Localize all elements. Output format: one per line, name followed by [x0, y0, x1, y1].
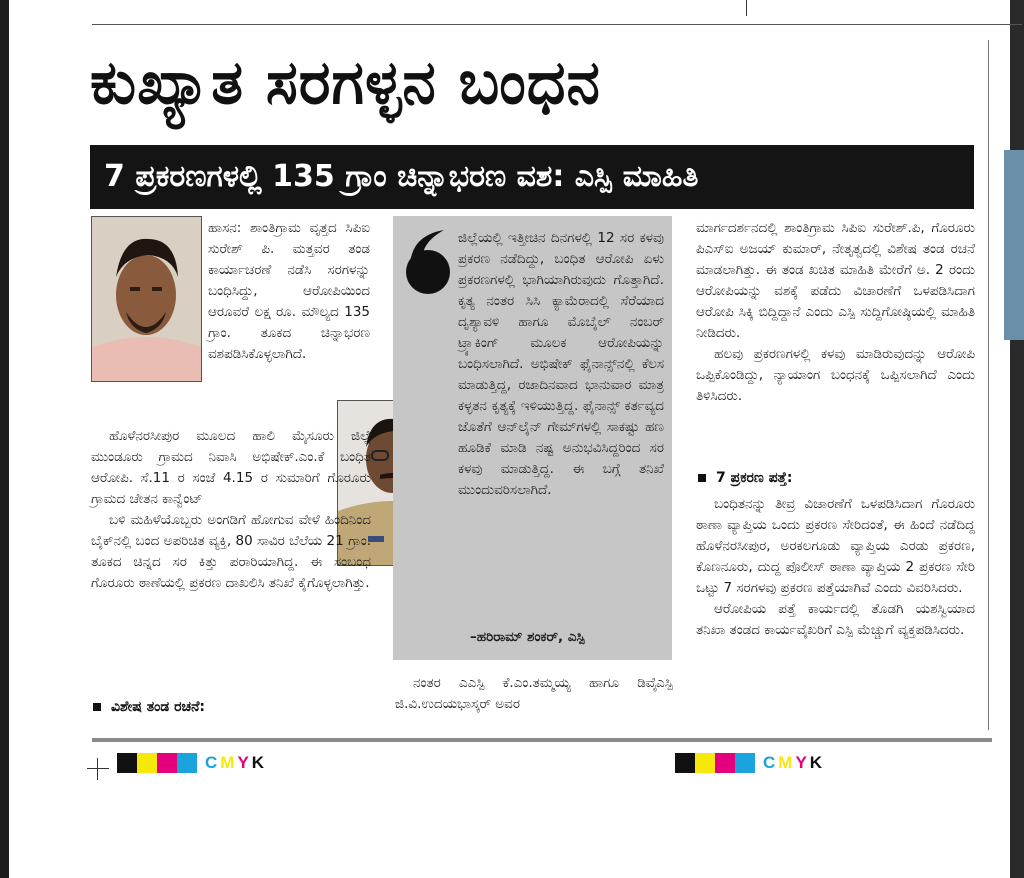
swatch-cyan: [177, 753, 197, 773]
swatch-black: [675, 753, 695, 773]
bullet-icon: [93, 703, 101, 711]
column1-intro-text: ಹಾಸನ: ಶಾಂತಿಗ್ರಾಮ ವೃತ್ತದ ಸಿಪಿಐ ಸುರೇಶ್ ಪಿ. ಮತ್ತವರ ತಂಡ ಕಾರ್ಯಾಚರಣೆ ನಡೆಸಿ ಸರಗಳನ್ನು ಬಂಧಿಸಿದ್ದು, ಆರೋಪಿಯಿಂದ ಆರೂವರೆ ಲಕ್ಷ ರೂ. ಮೌಲ್ಯದ 135 ಗ್ರಾಂ. ತೂಕದ ಚಿನ್ನಾಭರಣ ವಶಪಡಿಸಿಕೊಳ್ಳಲಾಗಿದೆ.: [208, 220, 370, 362]
column1-intro: [208, 218, 370, 404]
column3-subhead: [698, 468, 792, 488]
column-divider: [988, 40, 989, 730]
top-rule: [92, 24, 1022, 25]
column3-subhead-text: 7 ಪ್ರಕರಣ ಪತ್ತೆ:: [716, 470, 793, 486]
column3-para1: ಮಾರ್ಗದರ್ಶನದಲ್ಲಿ ಶಾಂತಿಗ್ರಾಮ ಸಿಪಿಐ ಸುರೇಶ್.ಪಿ, ಗೊರೂರು ಪಿಎಸ್‌ಐ ಅಜಯ್ ಕುಮಾರ್, ನೇತೃತ್ವದಲ್ಲಿ ವಿಶೇಷ ತಂಡ ರಚನೆ ಮಾಡಲಾಗಿತ್ತು. ಈ ತಂಡ ಖಚಿತ ಮಾಹಿತಿ ಮೇರೆಗೆ ಅ. 2 ರಂದು ಆರೋಪಿಯನ್ನು ವಶಕ್ಕೆ ಪಡೆದು ವಿಚಾರಣೆಗೆ ಒಳಪಡಿಸಿದಾಗ ಆರೋಪಿ ಸಿಕ್ಕಿ ಬಿದ್ದಿದ್ದಾನೆ ಎಂದು ಎಸ್ಪಿ ಸುದ್ದಿಗೋಷ್ಠಿಯಲ್ಲಿ ಮಾಹಿತಿ ನೀಡಿದರು.: [696, 220, 975, 341]
quote-mark-icon: [400, 226, 452, 298]
adjacent-article-photo: [1004, 150, 1024, 340]
swatch-cyan: [735, 753, 755, 773]
column1-para2: ಹೊಳೆನರಸೀಪುರ ಮೂಲದ ಹಾಲಿ ಮೈಸೂರು ಜಿಲ್ಲೆ ಮುಂಡೂರು ಗ್ರಾಮದ ನಿವಾಸಿ ಅಭಿಷೇಕ್.ಎಂ.ಕೆ ಬಂಧಿತ ಆರೋಪಿ. ಸೆ.11 ರ ಸಂಜೆ 4.15 ರ ಸುಮಾರಿಗೆ ಗೊರೂರು ಗ್ರಾಮದ ಚೇತನ ಕಾನ್ವೆಂಟ್: [91, 428, 371, 507]
subheadline: 7 ಪ್ರಕರಣಗಳಲ್ಲಿ 135 ಗ್ರಾಂ ಚಿನ್ನಾಭರಣ ವಶ: ಎಸ್ಪಿ ಮಾಹಿತಿ: [104, 159, 699, 194]
swatch-yellow: [137, 753, 157, 773]
column3-para3: ಬಂಧಿತನನ್ನು ತೀವ್ರ ವಿಚಾರಣೆಗೆ ಒಳಪಡಿಸಿದಾಗ ಗೊರೂರು ಠಾಣಾ ವ್ಯಾಪ್ತಿಯ ಒಂದು ಪ್ರಕರಣ ಸೇರಿದಂತೆ, ಈ ಹಿಂದೆ ನಡೆದಿದ್ದ ಹೊಳೆನರಸೀಪುರ, ಅರಕಲಗೂಡು ವ್ಯಾಪ್ತಿಯ ಎರಡು ಪ್ರಕರಣ, ಕೊಣನೂರು, ದುದ್ದ ಪೊಲೀಸ್ ಠಾಣಾ ವ್ಯಾಪ್ತಿಯ 2 ಪ್ರಕರಣ ಸೇರಿ ಒಟ್ಟು 7 ಸರಗಳವು ಪ್ರಕರಣ ಪತ್ತೆಯಾಗಿವೆ ಎಂದು ವಿವರಿಸಿದರು.: [696, 496, 975, 596]
column3-upper: [696, 218, 975, 466]
quote-text: ಜಿಲ್ಲೆಯಲ್ಲಿ ಇತ್ತೀಚಿನ ದಿನಗಳಲ್ಲಿ 12 ಸರ ಕಳವು ಪ್ರಕರಣ ನಡೆದಿದ್ದು, ಬಂಧಿತ ಆರೋಪಿ ಏಳು ಪ್ರಕರಣಗಳಲ್ಲಿ ಭಾಗಿಯಾಗಿರುವುದು ಗೊತ್ತಾಗಿದೆ. ಕೃತ್ಯ ನಂತರ ಸಿಸಿ ಕ್ಯಾಮೆರಾದಲ್ಲಿ ಸೆರೆಯಾದ ದೃಶ್ಯಾವಳಿ ಹಾಗೂ ಮೊಬೈಲ್ ನಂಬರ್ ಟ್ರ್ಯಾಕಿಂಗ್ ಮೂಲಕ ಆರೋಪಿಯನ್ನು ಬಂಧಿಸಲಾಗಿದೆ. ಅಭಿಷೇಕ್ ಫೈನಾನ್ಸ್‌ನಲ್ಲಿ ಕೆಲಸ ಮಾಡುತ್ತಿದ್ದ, ರಜಾದಿನವಾದ ಭಾನುವಾರ ಮಾತ್ರ ಕಳ್ಳತನ ಕೃತ್ಯಕ್ಕೆ ಇಳಿಯುತ್ತಿದ್ದ. ಫೈನಾನ್ಸ್ ಕರ್ತವ್ಯದ ಜೊತೆಗೆ ಆನ್‌ಲೈನ್ ಗೇಮ್‌ಗಳಲ್ಲಿ ಸಾಕಷ್ಟು ಹಣ ಹೂಡಿಕೆ ಮಾಡಿ ನಷ್ಟ ಅನುಭವಿಸಿದ್ದರಿಂದ ಸರ ಕಳವು ಮಾಡುತ್ತಿದ್ದ. ಈ ಬಗ್ಗೆ ತನಿಖೆ ಮುಂದುವರಿಸಲಾಗಿದೆ.: [458, 230, 664, 498]
column3-lower: [696, 494, 975, 720]
bottom-rule: [92, 738, 992, 742]
page-edge-left: [0, 0, 9, 878]
column1-subhead-text: ವಿಶೇಷ ತಂಡ ರಚನೆ:: [111, 699, 206, 715]
quote-attribution: –ಹರಿರಾಮ್ ಶಂಕರ್, ಎಸ್ಪಿ: [470, 629, 585, 645]
top-tick: [746, 0, 747, 16]
swatch-black: [117, 753, 137, 773]
cmyk-label: CMYK: [205, 753, 268, 772]
quote-text-mid: [405, 306, 667, 401]
page-edge-right: [1010, 0, 1024, 878]
swatch-yellow: [695, 753, 715, 773]
column1-para3: ಬಳಿ ಮಹಿಳೆಯೊಬ್ಬರು ಅಂಗಡಿಗೆ ಹೋಗುವ ವೇಳೆ ಹಿಂದಿನಿಂದ ಬೈಕ್‌ನಲ್ಲಿ ಬಂದ ಅಪರಿಚಿತ ವ್ಯಕ್ತಿ, 80 ಸಾವಿರ ಬೆಲೆಯ 21 ಗ್ರಾಂ. ತೂಕದ ಚಿನ್ನದ ಸರ ಕಿತ್ತು ಪರಾರಿಯಾಗಿದ್ದ. ಈ ಸಂಬಂಧ ಗೊರೂರು ಠಾಣೆಯಲ್ಲಿ ಪ್ರಕರಣ ದಾಖಲಿಸಿ ತನಿಖೆ ಕೈಗೊಳ್ಳಲಾಗಿತ್ತು.: [91, 512, 371, 591]
column3-para2: ಹಲವು ಪ್ರಕರಣಗಳಲ್ಲಿ ಕಳವು ಮಾಡಿರುವುದನ್ನು ಆರೋಪಿ ಒಪ್ಪಿಕೊಂಡಿದ್ದು, ನ್ಯಾಯಾಂಗ ಬಂಧನಕ್ಕೆ ಒಪ್ಪಿಸಲಾಗಿದೆ ಎಂದು ತಿಳಿಸಿದರು.: [696, 346, 975, 404]
accused-photo: [91, 216, 202, 382]
subheadline-bar: [90, 145, 974, 209]
swatch-magenta: [715, 753, 735, 773]
headline: ಕುಖ್ಯಾತ ಸರಗಳ್ಳನ ಬಂಧನ: [90, 48, 601, 118]
bullet-icon: [698, 474, 706, 482]
swatch-magenta: [157, 753, 177, 773]
crosshair-icon: [87, 758, 109, 780]
cmyk-swatches-right: [675, 753, 825, 773]
cmyk-swatches-left: [117, 753, 267, 773]
cmyk-label: CMYK: [763, 753, 826, 772]
column1-subhead: [93, 697, 205, 717]
column1-body: [91, 426, 371, 692]
column3-para4: ಆರೋಪಿಯ ಪತ್ತೆ ಕಾರ್ಯದಲ್ಲಿ ತೊಡಗಿ ಯಶಸ್ವಿಯಾದ ತನಿಖಾ ತಂಡದ ಕಾರ್ಯವೈಖರಿಗೆ ಎಸ್ಪಿ ಮೆಚ್ಚುಗೆ ವ್ಯಕ್ತಪಡಿಸಿದರು.: [696, 601, 975, 638]
column2-bottom-text: ನಂತರ ಎಎಸ್ಪಿ ಕೆ.ಎಂ.ತಮ್ಮಯ್ಯ ಹಾಗೂ ಡಿವೈಎಸ್ಪಿ ಜಿ.ವಿ.ಉದಯಭಾಸ್ಕರ್ ಅವರ: [395, 675, 673, 712]
column2-bottom: [395, 673, 673, 717]
quote-text-wrap: [452, 404, 666, 626]
